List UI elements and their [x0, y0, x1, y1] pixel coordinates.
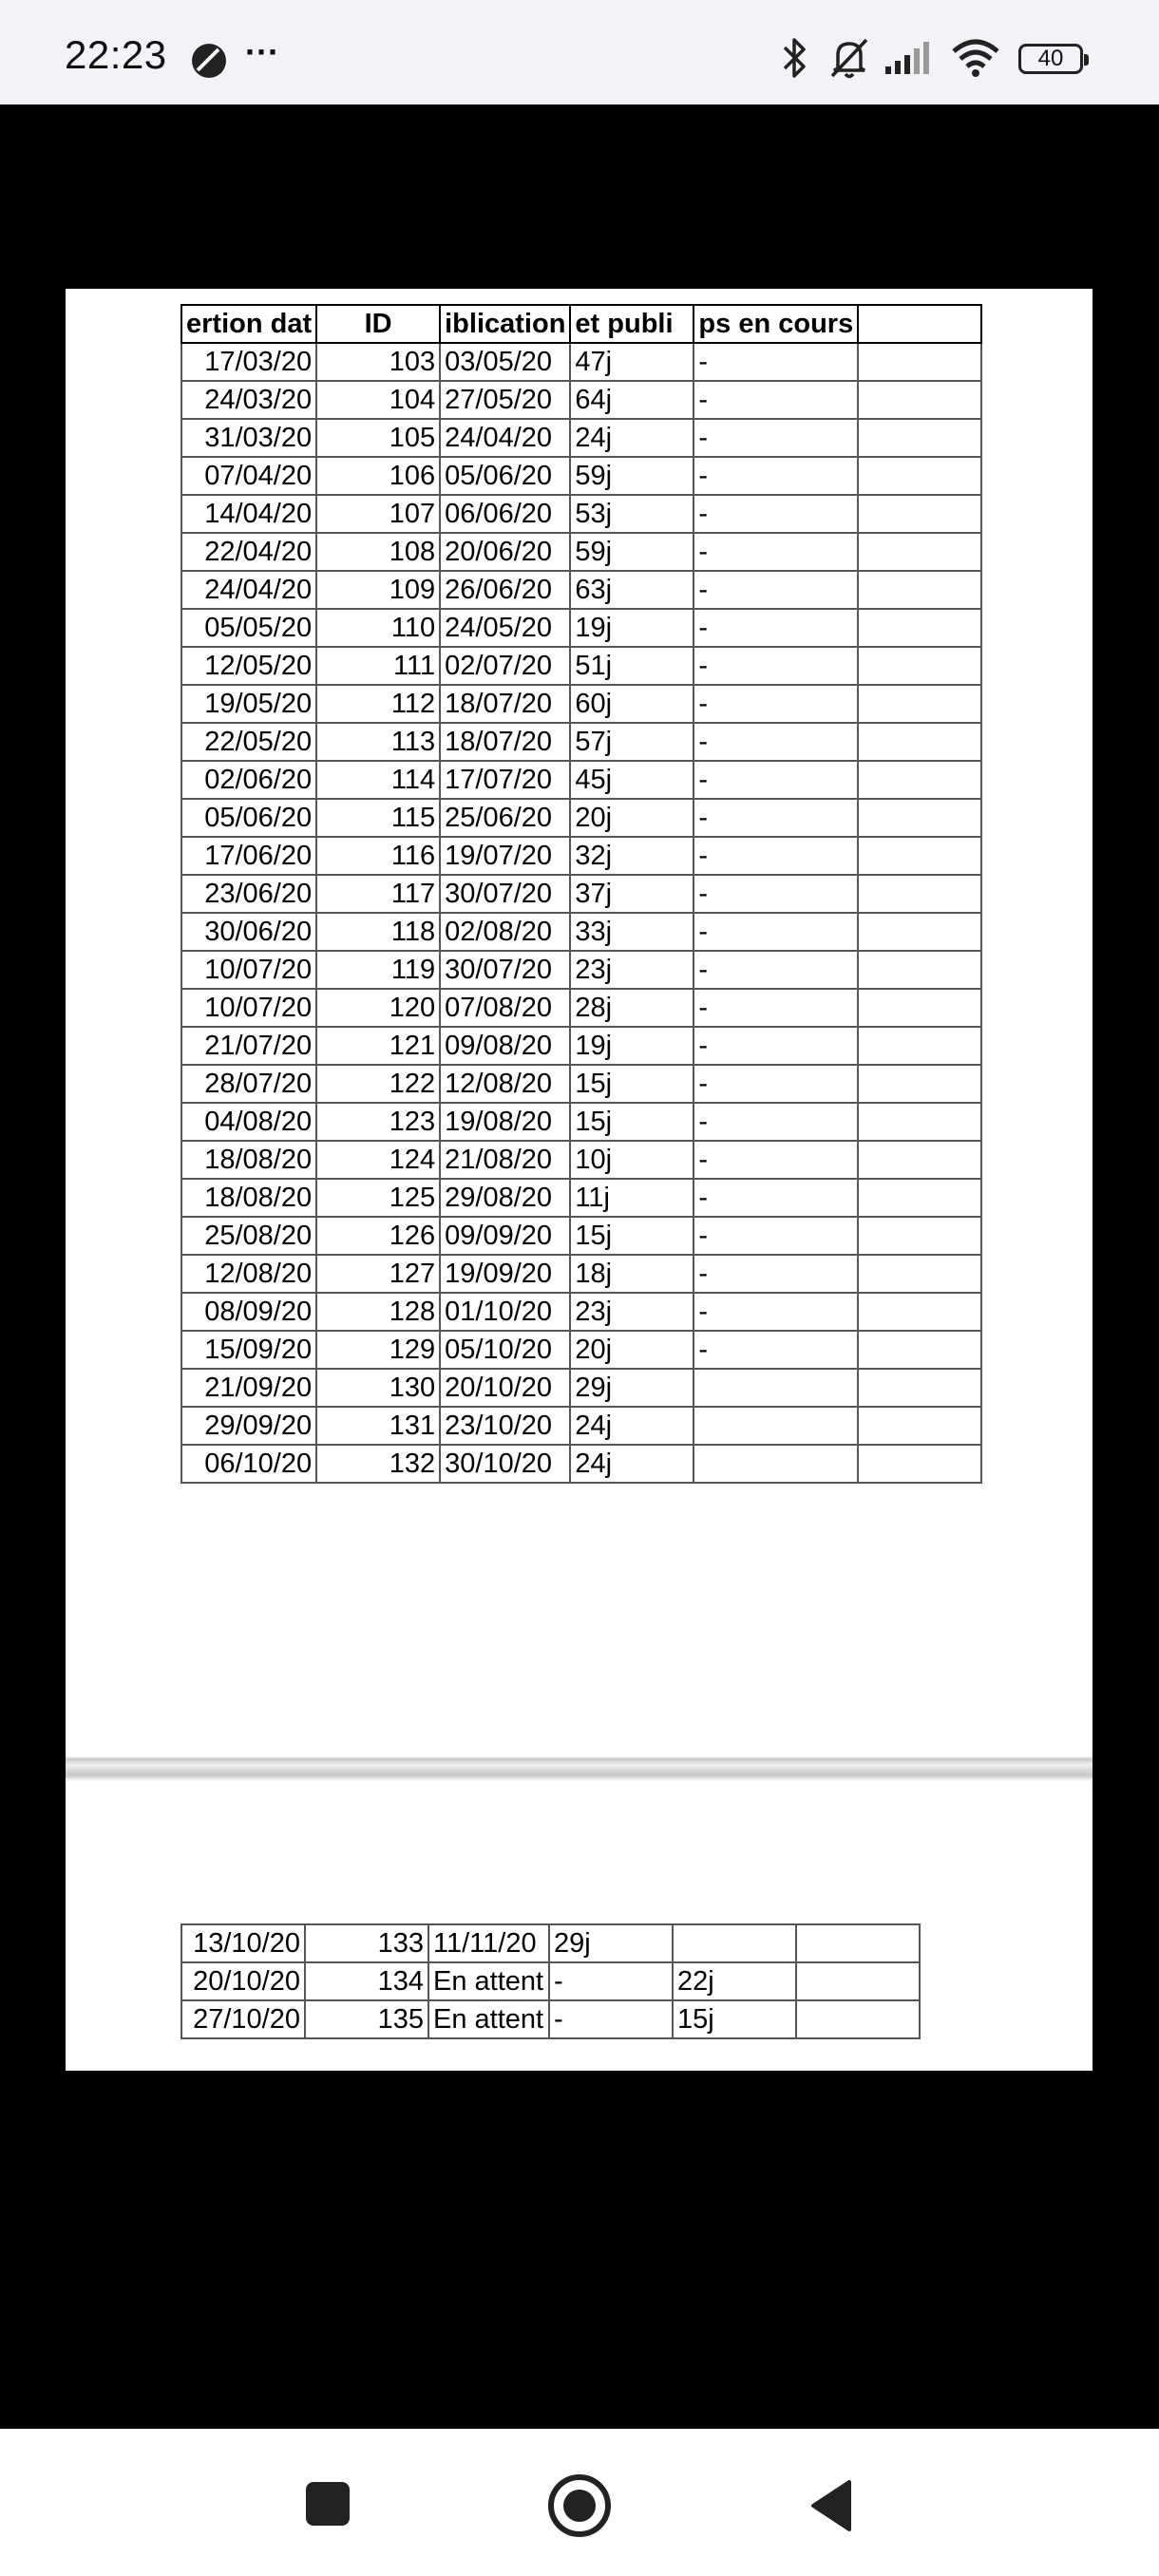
- cell-id: 134: [305, 1962, 428, 2000]
- cell-publication-delay: 63j: [570, 571, 694, 609]
- cell-publication-delay: 60j: [570, 685, 694, 723]
- cell-current-time: -: [694, 1217, 858, 1255]
- cell-publication-delay: 23j: [570, 1293, 694, 1331]
- cell-publication-delay: -: [549, 2000, 673, 2038]
- cell-id: 126: [316, 1217, 440, 1255]
- cell-current-time: -: [694, 951, 858, 989]
- cell-publication-delay: 57j: [570, 723, 694, 761]
- cell-insertion-date: 21/07/20: [181, 1027, 316, 1065]
- cell-id: 119: [316, 951, 440, 989]
- cell-id: 111: [316, 647, 440, 685]
- cell-insertion-date: 28/07/20: [181, 1065, 316, 1103]
- cell-current-time: -: [694, 989, 858, 1027]
- cell-insertion-date: 10/07/20: [181, 951, 316, 989]
- cell-publication-date: 05/06/20: [440, 457, 570, 495]
- cell-publication-delay: 11j: [570, 1179, 694, 1217]
- cell-id: 125: [316, 1179, 440, 1217]
- table-row: [181, 1407, 981, 1445]
- cell-empty: [858, 1103, 981, 1141]
- cell-current-time: -: [694, 381, 858, 419]
- cell-empty: [858, 1179, 981, 1217]
- cell-id: 123: [316, 1103, 440, 1141]
- table-row: [181, 761, 981, 799]
- cell-insertion-date: 25/08/20: [181, 1217, 316, 1255]
- cell-insertion-date: 06/10/20: [181, 1445, 316, 1483]
- cell-empty: [858, 457, 981, 495]
- table-row: [181, 2000, 920, 2038]
- cell-current-time: 15j: [673, 2000, 796, 2038]
- table-row: [181, 609, 981, 647]
- cell-current-time: -: [694, 761, 858, 799]
- cell-publication-delay: 20j: [570, 1331, 694, 1369]
- battery-indicator: 40: [1018, 44, 1083, 74]
- cell-publication-date: 25/06/20: [440, 799, 570, 837]
- table-row: [181, 1179, 981, 1217]
- cell-insertion-date: 15/09/20: [181, 1331, 316, 1369]
- cell-id: 113: [316, 723, 440, 761]
- cell-publication-delay: 53j: [570, 495, 694, 533]
- cell-publication-delay: 29j: [549, 1924, 673, 1962]
- cell-id: 129: [316, 1331, 440, 1369]
- cell-current-time: -: [694, 533, 858, 571]
- cell-id: 132: [316, 1445, 440, 1483]
- header-publication-delay: et publi: [570, 305, 694, 343]
- cell-id: 110: [316, 609, 440, 647]
- cell-empty: [858, 419, 981, 457]
- home-circle-icon[interactable]: [546, 2472, 613, 2544]
- cell-empty: [858, 1369, 981, 1407]
- cell-id: 130: [316, 1369, 440, 1407]
- cell-publication-delay: 45j: [570, 761, 694, 799]
- cell-insertion-date: 29/09/20: [181, 1407, 316, 1445]
- more-notifications-icon: ···: [245, 32, 279, 71]
- cell-insertion-date: 12/05/20: [181, 647, 316, 685]
- header-empty: [858, 305, 981, 343]
- cell-current-time: [694, 1445, 858, 1483]
- cell-current-time: -: [694, 1331, 858, 1369]
- document-page-1[interactable]: [66, 289, 1092, 1756]
- cell-empty: [858, 1255, 981, 1293]
- cell-publication-date: 01/10/20: [440, 1293, 570, 1331]
- cell-empty: [796, 1962, 920, 2000]
- cell-publication-delay: 37j: [570, 875, 694, 913]
- recents-square-icon[interactable]: [306, 2482, 350, 2526]
- cell-publication-date: 11/11/20: [428, 1924, 549, 1962]
- cell-current-time: -: [694, 837, 858, 875]
- cell-insertion-date: 05/05/20: [181, 609, 316, 647]
- cell-publication-date: 02/08/20: [440, 913, 570, 951]
- cell-current-time: -: [694, 799, 858, 837]
- cell-insertion-date: 02/06/20: [181, 761, 316, 799]
- table-row: [181, 1141, 981, 1179]
- cell-empty: [858, 1407, 981, 1445]
- cell-empty: [858, 1027, 981, 1065]
- cell-empty: [858, 1217, 981, 1255]
- app-notification-icon: [190, 42, 228, 85]
- cell-empty: [858, 799, 981, 837]
- table-row: [181, 1293, 981, 1331]
- bluetooth-icon: [779, 36, 811, 85]
- cell-insertion-date: 05/06/20: [181, 799, 316, 837]
- cell-publication-date: 23/10/20: [440, 1407, 570, 1445]
- cell-current-time: -: [694, 647, 858, 685]
- cell-publication-delay: 15j: [570, 1065, 694, 1103]
- cell-publication-delay: 51j: [570, 647, 694, 685]
- cell-empty: [858, 951, 981, 989]
- table-row: [181, 533, 981, 571]
- cell-publication-delay: -: [549, 1962, 673, 2000]
- cell-publication-delay: 24j: [570, 1407, 694, 1445]
- cell-insertion-date: 18/08/20: [181, 1141, 316, 1179]
- cell-id: 104: [316, 381, 440, 419]
- cell-id: 108: [316, 533, 440, 571]
- cell-insertion-date: 13/10/20: [181, 1924, 305, 1962]
- cell-insertion-date: 31/03/20: [181, 419, 316, 457]
- cell-publication-date: 18/07/20: [440, 685, 570, 723]
- bell-muted-icon: [828, 36, 870, 85]
- clock: 22:23: [65, 32, 167, 77]
- cell-id: 120: [316, 989, 440, 1027]
- cell-empty: [796, 1924, 920, 1962]
- cell-id: 124: [316, 1141, 440, 1179]
- cell-insertion-date: 14/04/20: [181, 495, 316, 533]
- table-row: [181, 381, 981, 419]
- cell-current-time: -: [694, 1103, 858, 1141]
- cell-current-time: -: [694, 419, 858, 457]
- table-row: [181, 1027, 981, 1065]
- cell-insertion-date: 22/05/20: [181, 723, 316, 761]
- cell-id: 114: [316, 761, 440, 799]
- cell-id: 122: [316, 1065, 440, 1103]
- table-row: [181, 1103, 981, 1141]
- cell-empty: [858, 609, 981, 647]
- cell-id: 107: [316, 495, 440, 533]
- table-row: [181, 1255, 981, 1293]
- table-row: [181, 1065, 981, 1103]
- cell-empty: [858, 1141, 981, 1179]
- cell-publication-date: 17/07/20: [440, 761, 570, 799]
- cell-publication-delay: 64j: [570, 381, 694, 419]
- cell-publication-delay: 59j: [570, 533, 694, 571]
- table-row: [181, 1445, 981, 1483]
- cell-publication-delay: 24j: [570, 419, 694, 457]
- cell-current-time: -: [694, 913, 858, 951]
- cell-insertion-date: 17/06/20: [181, 837, 316, 875]
- table-row: [181, 837, 981, 875]
- cell-publication-date: 09/08/20: [440, 1027, 570, 1065]
- cell-publication-date: 12/08/20: [440, 1065, 570, 1103]
- cell-current-time: -: [694, 685, 858, 723]
- table-row: [181, 875, 981, 913]
- cell-current-time: [694, 1369, 858, 1407]
- cell-publication-date: 29/08/20: [440, 1179, 570, 1217]
- cell-insertion-date: 24/03/20: [181, 381, 316, 419]
- cell-id: 103: [316, 343, 440, 381]
- cell-empty: [858, 381, 981, 419]
- cell-empty: [858, 495, 981, 533]
- cell-publication-date: 05/10/20: [440, 1331, 570, 1369]
- cell-insertion-date: 04/08/20: [181, 1103, 316, 1141]
- cell-publication-date: 03/05/20: [440, 343, 570, 381]
- cell-id: 121: [316, 1027, 440, 1065]
- cell-empty: [858, 989, 981, 1027]
- cell-empty: [858, 647, 981, 685]
- cell-id: 133: [305, 1924, 428, 1962]
- table-row: [181, 723, 981, 761]
- cell-insertion-date: 23/06/20: [181, 875, 316, 913]
- cell-empty: [858, 685, 981, 723]
- cell-current-time: -: [694, 343, 858, 381]
- cell-publication-date: 24/05/20: [440, 609, 570, 647]
- cell-publication-delay: 47j: [570, 343, 694, 381]
- cell-current-time: [694, 1407, 858, 1445]
- cell-current-time: -: [694, 1027, 858, 1065]
- cell-publication-delay: 19j: [570, 609, 694, 647]
- cell-current-time: -: [694, 609, 858, 647]
- cell-id: 128: [316, 1293, 440, 1331]
- cell-publication-delay: 33j: [570, 913, 694, 951]
- cell-id: 106: [316, 457, 440, 495]
- cell-insertion-date: 12/08/20: [181, 1255, 316, 1293]
- wifi-icon: [950, 38, 1001, 83]
- cell-publication-date: 18/07/20: [440, 723, 570, 761]
- cell-insertion-date: 19/05/20: [181, 685, 316, 723]
- cell-publication-date: 26/06/20: [440, 571, 570, 609]
- cell-empty: [858, 913, 981, 951]
- cell-publication-delay: 18j: [570, 1255, 694, 1293]
- cell-publication-delay: 32j: [570, 837, 694, 875]
- table-row: [181, 1331, 981, 1369]
- cell-empty: [858, 1445, 981, 1483]
- cell-current-time: -: [694, 1255, 858, 1293]
- cell-publication-delay: 28j: [570, 989, 694, 1027]
- cell-publication-delay: 19j: [570, 1027, 694, 1065]
- cell-empty: [858, 723, 981, 761]
- table-row: [181, 571, 981, 609]
- cell-current-time: [673, 1924, 796, 1962]
- cell-insertion-date: 22/04/20: [181, 533, 316, 571]
- header-row: [181, 305, 981, 343]
- cell-empty: [858, 1065, 981, 1103]
- cell-publication-date: 30/07/20: [440, 951, 570, 989]
- cell-publication-date: 02/07/20: [440, 647, 570, 685]
- table-row: [181, 1369, 981, 1407]
- cell-insertion-date: 10/07/20: [181, 989, 316, 1027]
- cell-current-time: 22j: [673, 1962, 796, 2000]
- cell-publication-delay: 20j: [570, 799, 694, 837]
- table-row: [181, 1962, 920, 2000]
- table-row: [181, 343, 981, 381]
- cell-empty: [858, 837, 981, 875]
- cell-id: 109: [316, 571, 440, 609]
- cell-insertion-date: 24/04/20: [181, 571, 316, 609]
- cell-publication-date: En attent: [428, 2000, 549, 2038]
- cell-id: 116: [316, 837, 440, 875]
- cell-publication-date: 07/08/20: [440, 989, 570, 1027]
- table-row: [181, 1217, 981, 1255]
- page-separator: [66, 1756, 1092, 1781]
- spreadsheet-table-continued: [180, 1923, 921, 2039]
- cell-insertion-date: 07/04/20: [181, 457, 316, 495]
- cell-empty: [858, 761, 981, 799]
- cell-empty: [858, 875, 981, 913]
- table-row: [181, 685, 981, 723]
- table-row: [181, 989, 981, 1027]
- cell-current-time: -: [694, 1293, 858, 1331]
- cell-publication-delay: 15j: [570, 1217, 694, 1255]
- cell-current-time: -: [694, 457, 858, 495]
- cell-id: 118: [316, 913, 440, 951]
- header-insertion-date: ertion dat: [181, 305, 316, 343]
- header-publication-date: iblication: [440, 305, 570, 343]
- table-row: [181, 419, 981, 457]
- cell-publication-date: 19/08/20: [440, 1103, 570, 1141]
- header-current-time: ps en cours: [694, 305, 858, 343]
- cell-publication-date: 19/09/20: [440, 1255, 570, 1293]
- cell-empty: [796, 2000, 920, 2038]
- cell-publication-delay: 29j: [570, 1369, 694, 1407]
- cell-publication-date: En attent: [428, 1962, 549, 2000]
- cell-publication-date: 27/05/20: [440, 381, 570, 419]
- table-row: [181, 913, 981, 951]
- cell-empty: [858, 1331, 981, 1369]
- cell-publication-date: 19/07/20: [440, 837, 570, 875]
- cell-publication-delay: 23j: [570, 951, 694, 989]
- cell-id: 115: [316, 799, 440, 837]
- cell-current-time: -: [694, 723, 858, 761]
- cell-publication-date: 06/06/20: [440, 495, 570, 533]
- cell-publication-date: 20/10/20: [440, 1369, 570, 1407]
- cell-id: 127: [316, 1255, 440, 1293]
- cell-id: 131: [316, 1407, 440, 1445]
- cell-id: 117: [316, 875, 440, 913]
- cell-empty: [858, 571, 981, 609]
- cell-publication-date: 09/09/20: [440, 1217, 570, 1255]
- table-row: [181, 951, 981, 989]
- table-row: [181, 495, 981, 533]
- cell-current-time: -: [694, 875, 858, 913]
- document-page-2[interactable]: [66, 1781, 1092, 2071]
- cell-insertion-date: 18/08/20: [181, 1179, 316, 1217]
- cell-insertion-date: 30/06/20: [181, 913, 316, 951]
- cell-publication-delay: 15j: [570, 1103, 694, 1141]
- cell-id: 112: [316, 685, 440, 723]
- cell-current-time: -: [694, 1141, 858, 1179]
- cell-insertion-date: 17/03/20: [181, 343, 316, 381]
- cell-publication-date: 30/10/20: [440, 1445, 570, 1483]
- cell-insertion-date: 21/09/20: [181, 1369, 316, 1407]
- cell-publication-delay: 59j: [570, 457, 694, 495]
- cell-publication-date: 24/04/20: [440, 419, 570, 457]
- status-bar: [0, 0, 1159, 104]
- cell-empty: [858, 533, 981, 571]
- cell-empty: [858, 1293, 981, 1331]
- spreadsheet-table: [180, 304, 982, 1484]
- cell-id: 105: [316, 419, 440, 457]
- table-row: [181, 647, 981, 685]
- table-row: [181, 1924, 920, 1962]
- cell-id: 135: [305, 2000, 428, 2038]
- header-id: ID: [316, 305, 440, 343]
- cell-empty: [858, 343, 981, 381]
- table-row: [181, 457, 981, 495]
- cell-insertion-date: 08/09/20: [181, 1293, 316, 1331]
- cell-publication-date: 30/07/20: [440, 875, 570, 913]
- signal-icon: [884, 42, 935, 79]
- cell-publication-delay: 10j: [570, 1141, 694, 1179]
- cell-insertion-date: 27/10/20: [181, 2000, 305, 2038]
- cell-publication-date: 21/08/20: [440, 1141, 570, 1179]
- navigation-bar: [0, 2429, 1159, 2576]
- cell-current-time: -: [694, 1179, 858, 1217]
- cell-current-time: -: [694, 571, 858, 609]
- cell-current-time: -: [694, 495, 858, 533]
- cell-insertion-date: 20/10/20: [181, 1962, 305, 2000]
- table-row: [181, 799, 981, 837]
- cell-publication-date: 20/06/20: [440, 533, 570, 571]
- cell-publication-delay: 24j: [570, 1445, 694, 1483]
- cell-current-time: -: [694, 1065, 858, 1103]
- back-triangle-icon[interactable]: [808, 2478, 855, 2538]
